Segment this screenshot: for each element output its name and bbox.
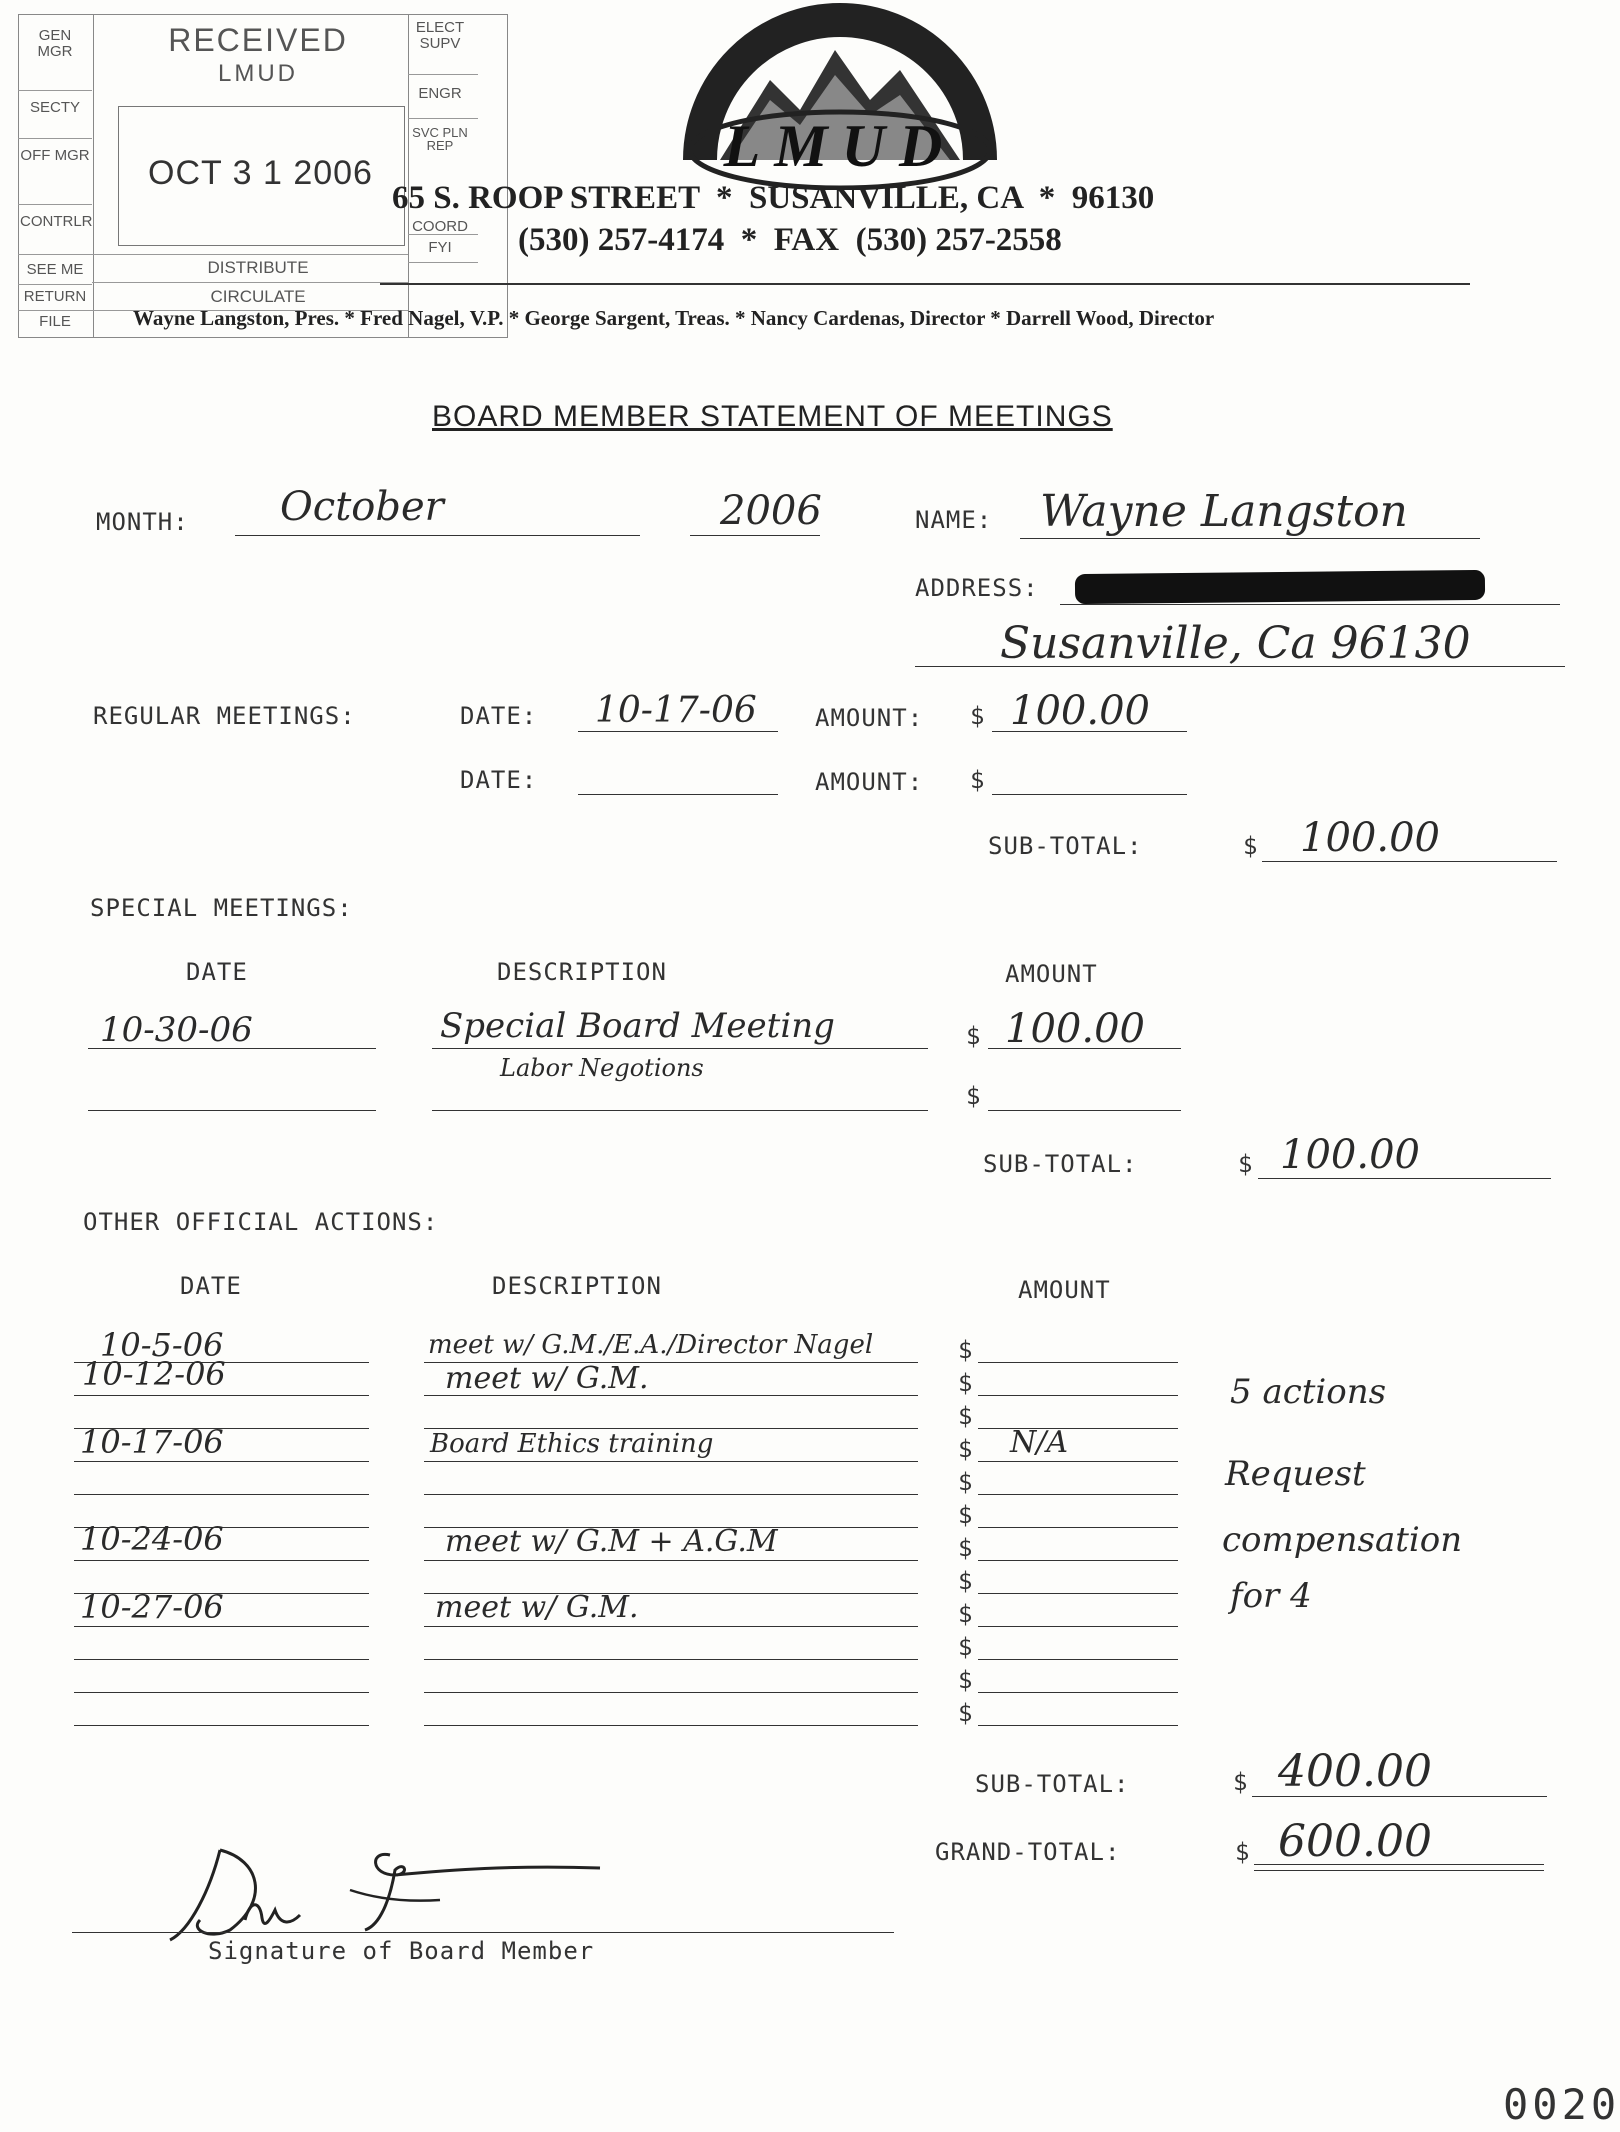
special-dollar-1: $ xyxy=(966,1022,981,1050)
other-dollar-7: $ xyxy=(958,1534,973,1562)
other-dollar-12: $ xyxy=(958,1699,973,1727)
other-amount-4[interactable]: N/A xyxy=(1010,1425,1069,1460)
other-subtotal-label: SUB-TOTAL: xyxy=(975,1770,1130,1798)
grand-total-label: GRAND-TOTAL: xyxy=(935,1838,1121,1866)
regular-dollar-2: $ xyxy=(970,766,985,794)
other-desc-7[interactable]: meet w/ G.M + A.G.M xyxy=(445,1524,778,1559)
stamp-circulate: CIRCULATE xyxy=(210,287,306,306)
special-subtotal-label: SUB-TOTAL: xyxy=(983,1150,1138,1178)
letterhead-address: 65 S. ROOP STREET * SUSANVILLE, CA * 96130 xyxy=(392,180,1155,216)
grand-total-dollar: $ xyxy=(1235,1838,1250,1866)
other-dollar-9: $ xyxy=(958,1600,973,1628)
other-subtotal-dollar: $ xyxy=(1233,1768,1248,1796)
page-number: 0020 xyxy=(1503,2080,1620,2129)
special-col-amount: AMOUNT xyxy=(1005,960,1098,988)
stamp-distribute: DISTRIBUTE xyxy=(207,258,309,277)
routing-stamp xyxy=(18,14,508,339)
other-date-1[interactable]: 10-5-06 xyxy=(100,1326,224,1364)
other-desc-2[interactable]: meet w/ G.M. xyxy=(445,1361,649,1396)
other-col-date: DATE xyxy=(180,1272,242,1300)
logo-initials: LMUD xyxy=(723,113,957,179)
address-redacted xyxy=(1075,570,1485,604)
address-label: ADDRESS: xyxy=(915,574,1039,602)
regular-amount-1[interactable]: 100.00 xyxy=(1010,688,1150,734)
other-dollar-8: $ xyxy=(958,1567,973,1595)
month-label: MONTH: xyxy=(96,508,189,536)
regular-amount-label-2: AMOUNT: xyxy=(815,768,924,796)
margin-note-line-1: 5 actions xyxy=(1230,1372,1387,1412)
other-date-9[interactable]: 10-27-06 xyxy=(80,1588,224,1626)
special-meetings-label: SPECIAL MEETINGS: xyxy=(90,894,353,922)
other-col-description: DESCRIPTION xyxy=(492,1272,662,1300)
stamp-received: RECEIVED xyxy=(168,22,348,58)
special-amount-1[interactable]: 100.00 xyxy=(1005,1006,1145,1052)
special-subtotal-dollar: $ xyxy=(1238,1150,1253,1178)
margin-note-line-3: compensation xyxy=(1222,1520,1463,1560)
letterhead-phone: (530) 257-4174 * FAX (530) 257-2558 xyxy=(518,222,1062,258)
regular-subtotal-dollar: $ xyxy=(1243,832,1258,860)
stamp-label-elect-supv: ELECT SUPV xyxy=(415,19,465,52)
regular-dollar-1: $ xyxy=(970,702,985,730)
other-dollar-11: $ xyxy=(958,1666,973,1694)
other-dollar-6: $ xyxy=(958,1501,973,1529)
other-date-7[interactable]: 10-24-06 xyxy=(80,1520,224,1558)
regular-date-label-1: DATE: xyxy=(460,702,538,730)
other-date-2[interactable]: 10-12-06 xyxy=(82,1355,226,1393)
stamp-label-see-me: SEE ME xyxy=(26,261,84,278)
regular-date-1[interactable]: 10-17-06 xyxy=(595,690,757,731)
other-desc-9[interactable]: meet w/ G.M. xyxy=(435,1590,639,1625)
other-date-4[interactable]: 10-17-06 xyxy=(80,1423,224,1461)
stamp-label-return: RETURN xyxy=(23,288,87,305)
stamp-label-gen-mgr: GEN MGR xyxy=(37,27,73,60)
month-value[interactable]: October xyxy=(280,484,444,530)
stamp-org: LMUD xyxy=(217,60,298,87)
other-dollar-1: $ xyxy=(958,1336,973,1364)
other-dollar-4: $ xyxy=(958,1435,973,1463)
other-subtotal-value[interactable]: 400.00 xyxy=(1278,1746,1432,1797)
stamp-label-secty: SECTY xyxy=(29,99,80,116)
stamp-label-off-mgr: OFF MGR xyxy=(20,147,90,164)
grand-total-value[interactable]: 600.00 xyxy=(1278,1816,1432,1867)
other-dollar-3: $ xyxy=(958,1402,973,1430)
stamp-label-fyi: FYI xyxy=(428,239,452,256)
stamp-label-coord: COORD xyxy=(412,218,468,235)
other-dollar-10: $ xyxy=(958,1633,973,1661)
year-value[interactable]: 2006 xyxy=(720,488,822,534)
regular-subtotal-label: SUB-TOTAL: xyxy=(988,832,1143,860)
regular-amount-label-1: AMOUNT: xyxy=(815,704,924,732)
special-col-date: DATE xyxy=(186,958,248,986)
name-label: NAME: xyxy=(915,506,993,534)
letterhead-board-members: Wayne Langston, Pres. * Fred Nagel, V.P. * George Sargent, Treas. * Nancy Cardenas, Director * Darrell Wood, Director xyxy=(133,306,1215,330)
city-value[interactable]: Susanville, Ca 96130 xyxy=(1000,618,1471,669)
form-title: BOARD MEMBER STATEMENT OF MEETINGS xyxy=(432,400,1113,433)
stamp-date: OCT 3 1 2006 xyxy=(148,154,373,192)
stamp-label-file: FILE xyxy=(39,313,71,330)
regular-subtotal-value[interactable]: 100.00 xyxy=(1300,815,1440,861)
regular-date-label-2: DATE: xyxy=(460,766,538,794)
special-subtotal-value[interactable]: 100.00 xyxy=(1280,1132,1420,1178)
stamp-label-contrlr: CONTRLR xyxy=(20,213,93,230)
special-desc-1-line2[interactable]: Labor Negotions xyxy=(500,1054,704,1082)
signature-label: Signature of Board Member xyxy=(208,1937,595,1965)
stamp-label-engr: ENGR xyxy=(418,85,462,102)
other-dollar-5: $ xyxy=(958,1468,973,1496)
special-desc-1[interactable]: Special Board Meeting xyxy=(440,1006,835,1046)
other-dollar-2: $ xyxy=(958,1369,973,1397)
name-value[interactable]: Wayne Langston xyxy=(1040,486,1408,537)
special-date-1[interactable]: 10-30-06 xyxy=(100,1010,253,1050)
special-dollar-2: $ xyxy=(966,1082,981,1110)
lmud-logo xyxy=(660,0,1020,190)
margin-note-line-4: for 4 xyxy=(1230,1576,1312,1616)
regular-meetings-label: REGULAR MEETINGS: xyxy=(93,702,356,730)
other-desc-1[interactable]: meet w/ G.M./E.A./Director Nagel xyxy=(428,1330,874,1360)
special-col-description: DESCRIPTION xyxy=(497,958,667,986)
other-col-amount: AMOUNT xyxy=(1018,1276,1111,1304)
margin-note-line-2: Request xyxy=(1225,1454,1366,1494)
stamp-label-svc-pln-rep: SVC PLN REP xyxy=(412,125,468,153)
other-actions-label: OTHER OFFICIAL ACTIONS: xyxy=(83,1208,439,1236)
other-desc-4[interactable]: Board Ethics training xyxy=(430,1429,714,1459)
